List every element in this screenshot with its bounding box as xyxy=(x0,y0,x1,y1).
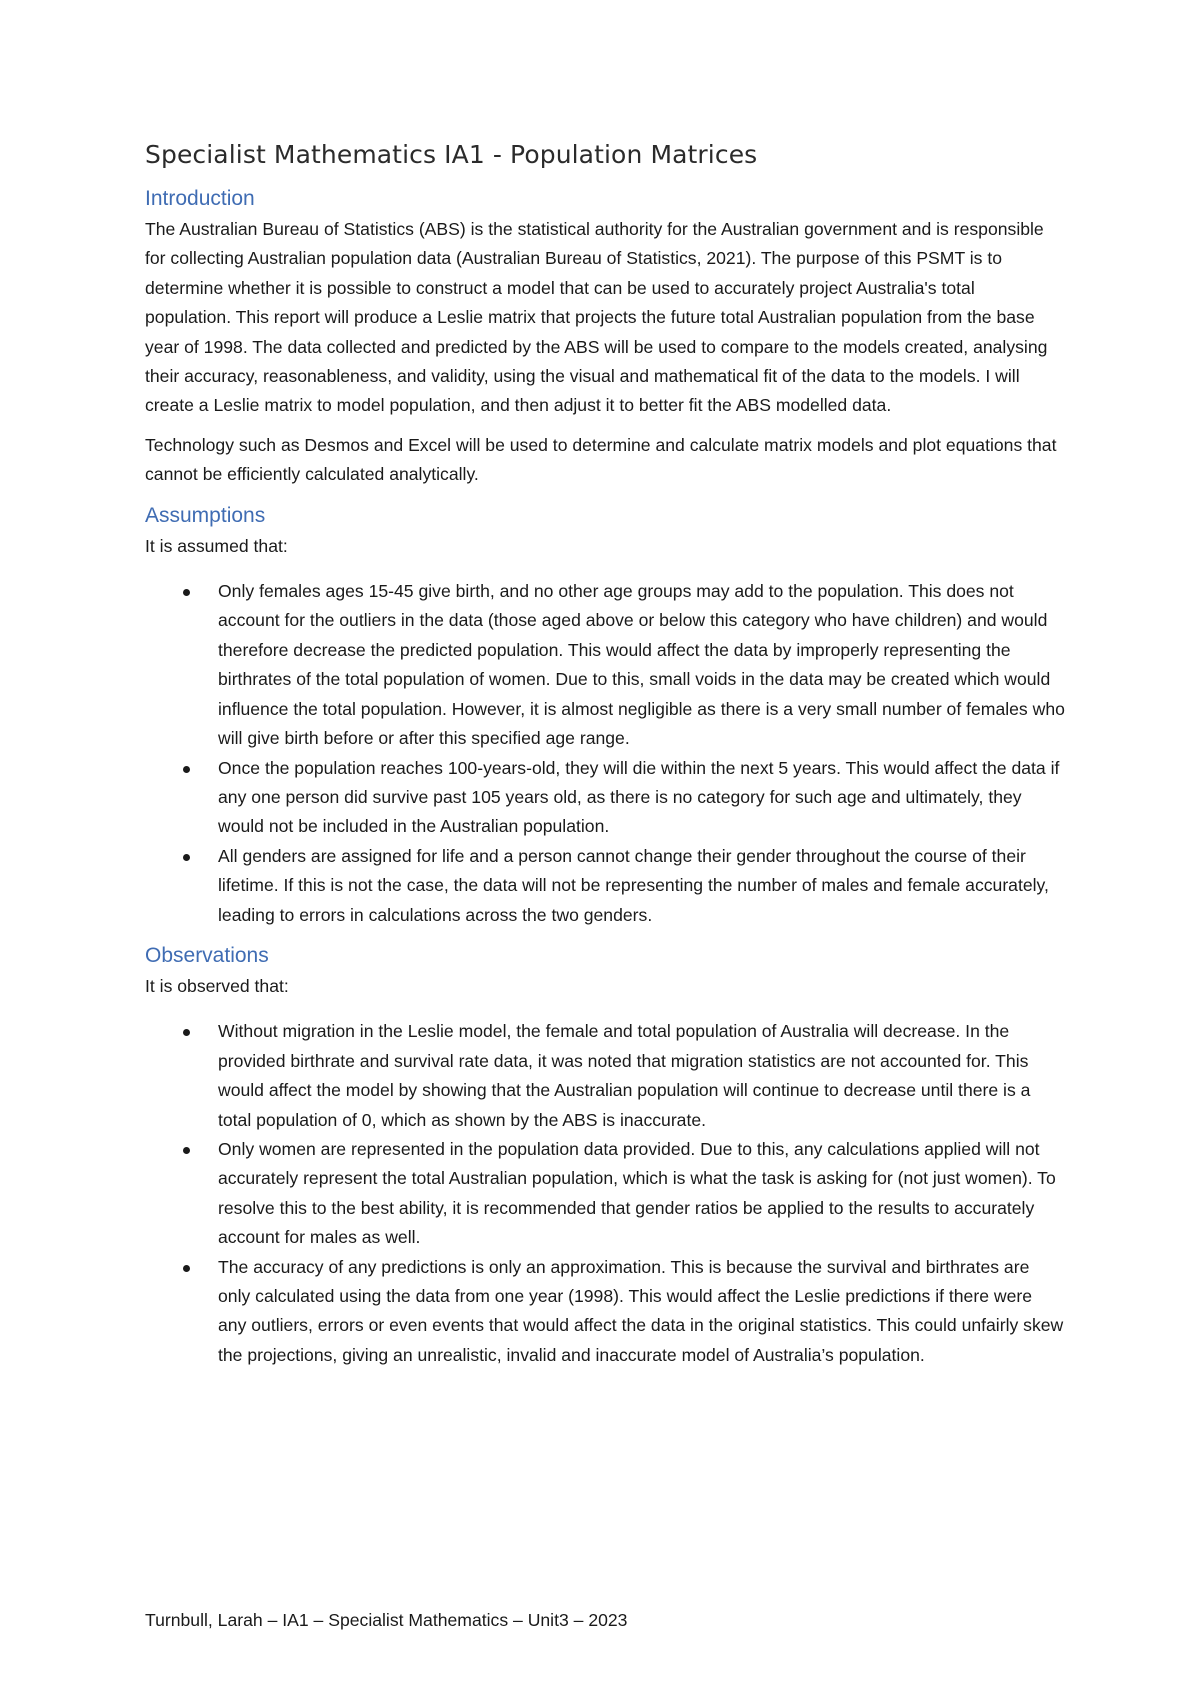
page-footer: Turnbull, Larah – IA1 – Specialist Mathematics – Unit3 – 2023 xyxy=(145,1610,628,1630)
observations-list xyxy=(145,1017,1065,1370)
bullet-icon xyxy=(183,589,190,596)
list-item xyxy=(145,1017,1065,1135)
list-item-text: Only females ages 15-45 give birth, and no other age groups may add to the population. This does not account for the outliers in the data (those aged above or below this category who have children) and would therefore decrease the predicted population. This would affect the data by improperly representing the birthrates of the total population of women. Due to this, small voids in the data may be created which would influence the total population. However, it is almost negligible as there is a very small number of females who will give birth before or after this specified age range. xyxy=(218,581,1065,749)
introduction-section xyxy=(145,187,1065,490)
assumptions-heading: Assumptions xyxy=(145,503,266,527)
introduction-paragraph: The Australian Bureau of Statistics (ABS) is the statistical authority for the Australian government and is responsible for collecting Australian population data (Australian Bureau of Statistics, 2021). The purpose of this PSMT is to determine whether it is possible to construct a model that can be used to accurately project Australia's total population. This report will produce a Leslie matrix that projects the future total Australian population from the base year of 1998. The data collected and predicted by the ABS will be used to compare to the models created, analysing their accuracy, reasonableness, and validity, using the visual and mathematical fit of the data to the models. I will create a Leslie matrix to model population, and then adjust it to better fit the ABS modelled data. xyxy=(145,219,1048,416)
bullet-icon xyxy=(183,1147,190,1154)
list-item-text: The accuracy of any predictions is only an approximation. This is because the survival and birthrates are only calculated using the data from one year (1998). This would affect the Leslie predictions if there were any outliers, errors or even events that would affect the data in the original statistics. This could unfairly skew the projections, giving an unrealistic, invalid and inaccurate model of Australia’s population. xyxy=(218,1256,1064,1365)
assumptions-list xyxy=(145,577,1065,930)
document-title: Specialist Mathematics IA1 - Population Matrices xyxy=(145,140,758,169)
list-item xyxy=(145,842,1065,930)
list-item xyxy=(145,1253,1065,1371)
bullet-icon xyxy=(183,1265,190,1272)
list-item xyxy=(145,577,1065,753)
observations-heading: Observations xyxy=(145,943,269,967)
bullet-icon xyxy=(183,854,190,861)
bullet-icon xyxy=(183,766,190,773)
list-item-text: All genders are assigned for life and a person cannot change their gender throughout the course of their lifetime. If this is not the case, the data will not be representing the number of males and female accurately, leading to errors in calculations across the two genders. xyxy=(218,845,1049,925)
list-item xyxy=(145,754,1065,842)
list-item-text: Without migration in the Leslie model, the female and total population of Australia will decrease. In the provided birthrate and survival rate data, it was noted that migration statistics are not accounted for. This would affect the model by showing that the Australian population will continue to decrease until there is a total population of 0, which as shown by the ABS is inaccurate. xyxy=(218,1021,1031,1130)
list-item-text: Only women are represented in the population data provided. Due to this, any calculations applied will not accurately represent the total Australian population, which is what the task is asking for (not just women). To resolve this to the best ability, it is recommended that gender ratios be applied to the results to accurately account for males as well. xyxy=(218,1138,1056,1248)
introduction-heading: Introduction xyxy=(145,187,255,210)
assumptions-lead: It is assumed that: xyxy=(145,535,288,556)
document-page xyxy=(145,140,1065,1384)
list-item-text: Once the population reaches 100-years-old, they will die within the next 5 years. This would affect the data if any one person did survive past 105 years old, as there is no category for such age and ultimately, they would not be included in the Australian population. xyxy=(218,757,1060,837)
list-item xyxy=(145,1135,1065,1253)
observations-lead: It is observed that: xyxy=(145,975,289,996)
observations-section xyxy=(145,944,1065,1370)
bullet-icon xyxy=(183,1029,190,1036)
assumptions-section xyxy=(145,504,1065,930)
introduction-paragraph: Technology such as Desmos and Excel will be used to determine and calculate matrix models and plot equations that cannot be efficiently calculated analytically. xyxy=(145,434,1057,485)
